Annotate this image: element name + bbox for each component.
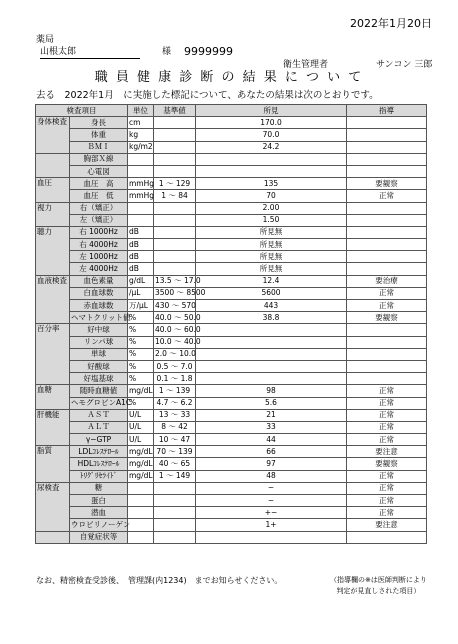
table-row <box>36 263 427 275</box>
finding-cell <box>196 165 347 177</box>
guidance-cell: 正常 <box>347 300 427 312</box>
reference-cell: 10.0 ～ 40.0 <box>154 336 196 348</box>
unit-cell: mg/dL <box>128 385 154 397</box>
finding-cell: 70.0 <box>196 129 347 141</box>
reference-cell <box>154 519 196 531</box>
guidance-cell <box>347 251 427 263</box>
guidance-cell: 正常 <box>347 190 427 202</box>
footer-remark-line2: 判定が見直しされた項目） <box>336 587 421 595</box>
item-cell: 身長 <box>70 117 128 129</box>
table-row <box>36 336 427 348</box>
guidance-cell <box>347 117 427 129</box>
reference-cell: 1 ～ 149 <box>154 470 196 482</box>
finding-cell: 66 <box>196 446 347 458</box>
item-cell: ＡＳＴ <box>70 409 128 421</box>
intro-text: 去る 2022年1月 に実施した標記について、あなたの結果は次のとおりです。 <box>36 90 379 101</box>
reference-cell: 2.0 ～ 10.0 <box>154 348 196 360</box>
table-row <box>36 165 427 177</box>
pharmacy-label: 薬局 <box>36 35 55 45</box>
health-manager-label: 衛生管理者 <box>283 60 329 70</box>
guidance-cell <box>347 226 427 238</box>
unit-cell: g/dL <box>128 275 154 287</box>
finding-cell <box>196 531 347 543</box>
reference-cell <box>154 202 196 214</box>
unit-cell: % <box>128 348 154 360</box>
table-row <box>36 470 427 482</box>
finding-cell: 5.6 <box>196 397 347 409</box>
guidance-cell: 要治療 <box>347 275 427 287</box>
finding-cell: 24.2 <box>196 141 347 153</box>
table-row <box>36 373 427 385</box>
finding-cell: 48 <box>196 470 347 482</box>
honorific-label: 様 <box>162 47 172 57</box>
item-cell: 糖 <box>70 482 128 494</box>
item-cell: 好中球 <box>70 324 128 336</box>
guidance-cell: 要観察 <box>347 178 427 190</box>
reference-cell: 13.5 ～ 17.0 <box>154 275 196 287</box>
unit-cell: mg/dL <box>128 470 154 482</box>
guidance-cell: 正常 <box>347 495 427 507</box>
reference-cell <box>154 482 196 494</box>
reference-cell: 10 ～ 47 <box>154 434 196 446</box>
guidance-cell <box>347 324 427 336</box>
table-row <box>36 446 427 458</box>
unit-cell: U/L <box>128 434 154 446</box>
item-cell: 好塩基球 <box>70 373 128 385</box>
unit-cell: % <box>128 397 154 409</box>
unit-cell: % <box>128 324 154 336</box>
unit-cell: % <box>128 373 154 385</box>
guidance-cell <box>347 373 427 385</box>
category-cell <box>36 531 70 543</box>
unit-cell <box>128 519 154 531</box>
finding-cell: 所見無 <box>196 226 347 238</box>
guidance-cell <box>347 348 427 360</box>
finding-cell: 70 <box>196 190 347 202</box>
reference-cell <box>154 165 196 177</box>
finding-cell <box>196 336 347 348</box>
table-row <box>36 360 427 372</box>
finding-cell: 170.0 <box>196 117 347 129</box>
guidance-cell <box>347 239 427 251</box>
finding-cell: 1+ <box>196 519 347 531</box>
table-row <box>36 117 427 129</box>
finding-cell: 所見無 <box>196 239 347 251</box>
category-cell: 百分率 <box>36 324 70 385</box>
reference-cell: 4.7 ～ 6.2 <box>154 397 196 409</box>
unit-cell: U/L <box>128 421 154 433</box>
guidance-cell <box>347 336 427 348</box>
header-unit: 単位 <box>128 105 154 117</box>
unit-cell <box>128 202 154 214</box>
item-cell: 随時血糖値 <box>70 385 128 397</box>
table-row <box>36 178 427 190</box>
reference-cell <box>154 251 196 263</box>
item-cell: 左（矯正） <box>70 214 128 226</box>
table-row <box>36 519 427 531</box>
item-cell: 自覚症状等 <box>70 531 128 543</box>
item-cell: 右 1000Hz <box>70 226 128 238</box>
table-row <box>36 531 427 543</box>
category-cell: 肝機能 <box>36 409 70 446</box>
header-item: 検査項目 <box>36 105 128 117</box>
page-title: 職 員 健 康 診 断 の 結 果 に つ い て <box>94 70 364 85</box>
guidance-cell <box>347 202 427 214</box>
results-table <box>35 104 427 544</box>
reference-cell: 1 ～ 139 <box>154 385 196 397</box>
guidance-cell: 正常 <box>347 385 427 397</box>
table-row <box>36 434 427 446</box>
guidance-cell <box>347 531 427 543</box>
reference-cell <box>154 263 196 275</box>
footer-remark <box>330 575 427 597</box>
unit-cell: kg/m2 <box>128 141 154 153</box>
unit-cell: dB <box>128 251 154 263</box>
finding-cell: +− <box>196 507 347 519</box>
item-cell: 単球 <box>70 348 128 360</box>
guidance-cell: 正常 <box>347 434 427 446</box>
finding-cell: 443 <box>196 300 347 312</box>
item-cell: γ−GTP <box>70 434 128 446</box>
guidance-cell: 要観察 <box>347 312 427 324</box>
unit-cell: % <box>128 312 154 324</box>
finding-cell <box>196 324 347 336</box>
category-cell <box>36 153 70 177</box>
table-row <box>36 507 427 519</box>
reference-cell: 40.0 ～ 50.0 <box>154 312 196 324</box>
guidance-cell <box>347 360 427 372</box>
guidance-cell: 正常 <box>347 421 427 433</box>
header-finding: 所見 <box>196 105 347 117</box>
item-cell: HDLｺﾚｽﾃﾛｰﾙ <box>70 458 128 470</box>
table-row <box>36 458 427 470</box>
results-body <box>36 117 427 544</box>
item-cell: ウロビリノーゲン <box>70 519 128 531</box>
table-row <box>36 397 427 409</box>
reference-cell: 40.0 ～ 60.0 <box>154 324 196 336</box>
finding-cell: − <box>196 495 347 507</box>
unit-cell <box>128 495 154 507</box>
reference-cell <box>154 214 196 226</box>
item-cell: 心電図 <box>70 165 128 177</box>
finding-cell: 2.00 <box>196 202 347 214</box>
table-row <box>36 324 427 336</box>
unit-cell <box>128 165 154 177</box>
table-row <box>36 239 427 251</box>
table-row <box>36 129 427 141</box>
item-cell: 右（矯正） <box>70 202 128 214</box>
item-cell: 潜血 <box>70 507 128 519</box>
item-cell: 体重 <box>70 129 128 141</box>
table-row <box>36 482 427 494</box>
reference-cell: 70 ～ 139 <box>154 446 196 458</box>
reference-cell: 40 ～ 65 <box>154 458 196 470</box>
guidance-cell: 要注意 <box>347 519 427 531</box>
table-header-row <box>36 105 427 117</box>
unit-cell <box>128 482 154 494</box>
category-cell: 視力 <box>36 202 70 226</box>
item-cell: 蛋白 <box>70 495 128 507</box>
finding-cell: 98 <box>196 385 347 397</box>
table-row <box>36 214 427 226</box>
finding-cell: 5600 <box>196 287 347 299</box>
reference-cell: 1 ～ 129 <box>154 178 196 190</box>
item-cell: 血圧 低 <box>70 190 128 202</box>
reference-cell <box>154 141 196 153</box>
table-row <box>36 421 427 433</box>
item-cell: ＢＭＩ <box>70 141 128 153</box>
reference-cell <box>154 507 196 519</box>
finding-cell: 97 <box>196 458 347 470</box>
footer-note: なお、精密検査受診後、 管理課(内1234) までお知らせください。 <box>36 576 283 585</box>
table-row <box>36 287 427 299</box>
unit-cell: cm <box>128 117 154 129</box>
category-cell: 尿検査 <box>36 482 70 531</box>
unit-cell <box>128 214 154 226</box>
category-cell: 血糖 <box>36 385 70 409</box>
finding-cell: − <box>196 482 347 494</box>
item-cell: 好酸球 <box>70 360 128 372</box>
table-row <box>36 409 427 421</box>
table-row <box>36 153 427 165</box>
item-cell: リンパ球 <box>70 336 128 348</box>
item-cell: LDLｺﾚｽﾃﾛｰﾙ <box>70 446 128 458</box>
footer-remark-line1: （指導欄の※は医師判断により <box>330 576 427 584</box>
unit-cell <box>128 153 154 165</box>
unit-cell: dB <box>128 239 154 251</box>
guidance-cell <box>347 165 427 177</box>
category-cell: 脂質 <box>36 446 70 483</box>
finding-cell <box>196 360 347 372</box>
finding-cell: 33 <box>196 421 347 433</box>
unit-cell: % <box>128 336 154 348</box>
finding-cell: 38.8 <box>196 312 347 324</box>
table-row <box>36 190 427 202</box>
guidance-cell <box>347 153 427 165</box>
unit-cell: mmHg <box>128 178 154 190</box>
guidance-cell <box>347 214 427 226</box>
table-row <box>36 495 427 507</box>
unit-cell: % <box>128 360 154 372</box>
table-row <box>36 312 427 324</box>
reference-cell <box>154 117 196 129</box>
unit-cell: mmHg <box>128 190 154 202</box>
report-date: 2022年1月20日 <box>350 17 432 30</box>
reference-cell: 430 ～ 570 <box>154 300 196 312</box>
unit-cell <box>128 531 154 543</box>
finding-cell: 12.4 <box>196 275 347 287</box>
health-manager-name: サンコン 三郎 <box>376 60 433 70</box>
unit-cell: mg/dL <box>128 458 154 470</box>
table-row <box>36 141 427 153</box>
reference-cell: 1 ～ 84 <box>154 190 196 202</box>
guidance-cell <box>347 129 427 141</box>
item-cell: 左 1000Hz <box>70 251 128 263</box>
reference-cell: 13 ～ 33 <box>154 409 196 421</box>
reference-cell: 0.1 ～ 1.8 <box>154 373 196 385</box>
table-row <box>36 275 427 287</box>
unit-cell: 万/μL <box>128 300 154 312</box>
table-row <box>36 226 427 238</box>
guidance-cell: 正常 <box>347 409 427 421</box>
finding-cell: 21 <box>196 409 347 421</box>
unit-cell: dB <box>128 263 154 275</box>
reference-cell: 8 ～ 42 <box>154 421 196 433</box>
unit-cell: U/L <box>128 409 154 421</box>
header-guidance: 指導 <box>347 105 427 117</box>
finding-cell: 44 <box>196 434 347 446</box>
guidance-cell <box>347 141 427 153</box>
patient-name: 山根太郎 <box>40 46 140 59</box>
header-reference: 基準値 <box>154 105 196 117</box>
reference-cell <box>154 153 196 165</box>
item-cell: 左 4000Hz <box>70 263 128 275</box>
item-cell: 胸部Ｘ線 <box>70 153 128 165</box>
guidance-cell: 正常 <box>347 470 427 482</box>
guidance-cell: 要観察 <box>347 458 427 470</box>
reference-cell: 3500 ～ 8500 <box>154 287 196 299</box>
table-row <box>36 251 427 263</box>
unit-cell <box>128 507 154 519</box>
table-row <box>36 348 427 360</box>
guidance-cell: 正常 <box>347 397 427 409</box>
table-row <box>36 202 427 214</box>
unit-cell: /μL <box>128 287 154 299</box>
guidance-cell: 正常 <box>347 507 427 519</box>
item-cell: 赤血球数 <box>70 300 128 312</box>
item-cell: 血色素量 <box>70 275 128 287</box>
unit-cell: dB <box>128 226 154 238</box>
category-cell: 血液検査 <box>36 275 70 324</box>
finding-cell: 所見無 <box>196 251 347 263</box>
guidance-cell <box>347 263 427 275</box>
reference-cell <box>154 226 196 238</box>
table-row <box>36 300 427 312</box>
finding-cell: 135 <box>196 178 347 190</box>
item-cell: 白血球数 <box>70 287 128 299</box>
item-cell: ヘモグロビンA1C <box>70 397 128 409</box>
reference-cell <box>154 129 196 141</box>
finding-cell <box>196 373 347 385</box>
item-cell: ＡＬＴ <box>70 421 128 433</box>
category-cell: 聴力 <box>36 226 70 275</box>
patient-id: 9999999 <box>184 45 233 58</box>
reference-cell <box>154 531 196 543</box>
table-row <box>36 385 427 397</box>
unit-cell: kg <box>128 129 154 141</box>
guidance-cell: 要注意 <box>347 446 427 458</box>
reference-cell <box>154 239 196 251</box>
item-cell: ヘマトクリット値 <box>70 312 128 324</box>
item-cell: ﾄﾘｸﾞﾘｾﾗｲﾄﾞ <box>70 470 128 482</box>
finding-cell <box>196 153 347 165</box>
reference-cell: 0.5 ～ 7.0 <box>154 360 196 372</box>
guidance-cell: 正常 <box>347 482 427 494</box>
item-cell: 右 4000Hz <box>70 239 128 251</box>
guidance-cell: 正常 <box>347 287 427 299</box>
category-cell: 身体検査 <box>36 117 70 154</box>
finding-cell: 1.50 <box>196 214 347 226</box>
reference-cell <box>154 495 196 507</box>
unit-cell: mg/dL <box>128 446 154 458</box>
category-cell: 血圧 <box>36 178 70 202</box>
item-cell: 血圧 高 <box>70 178 128 190</box>
finding-cell: 所見無 <box>196 263 347 275</box>
finding-cell <box>196 348 347 360</box>
